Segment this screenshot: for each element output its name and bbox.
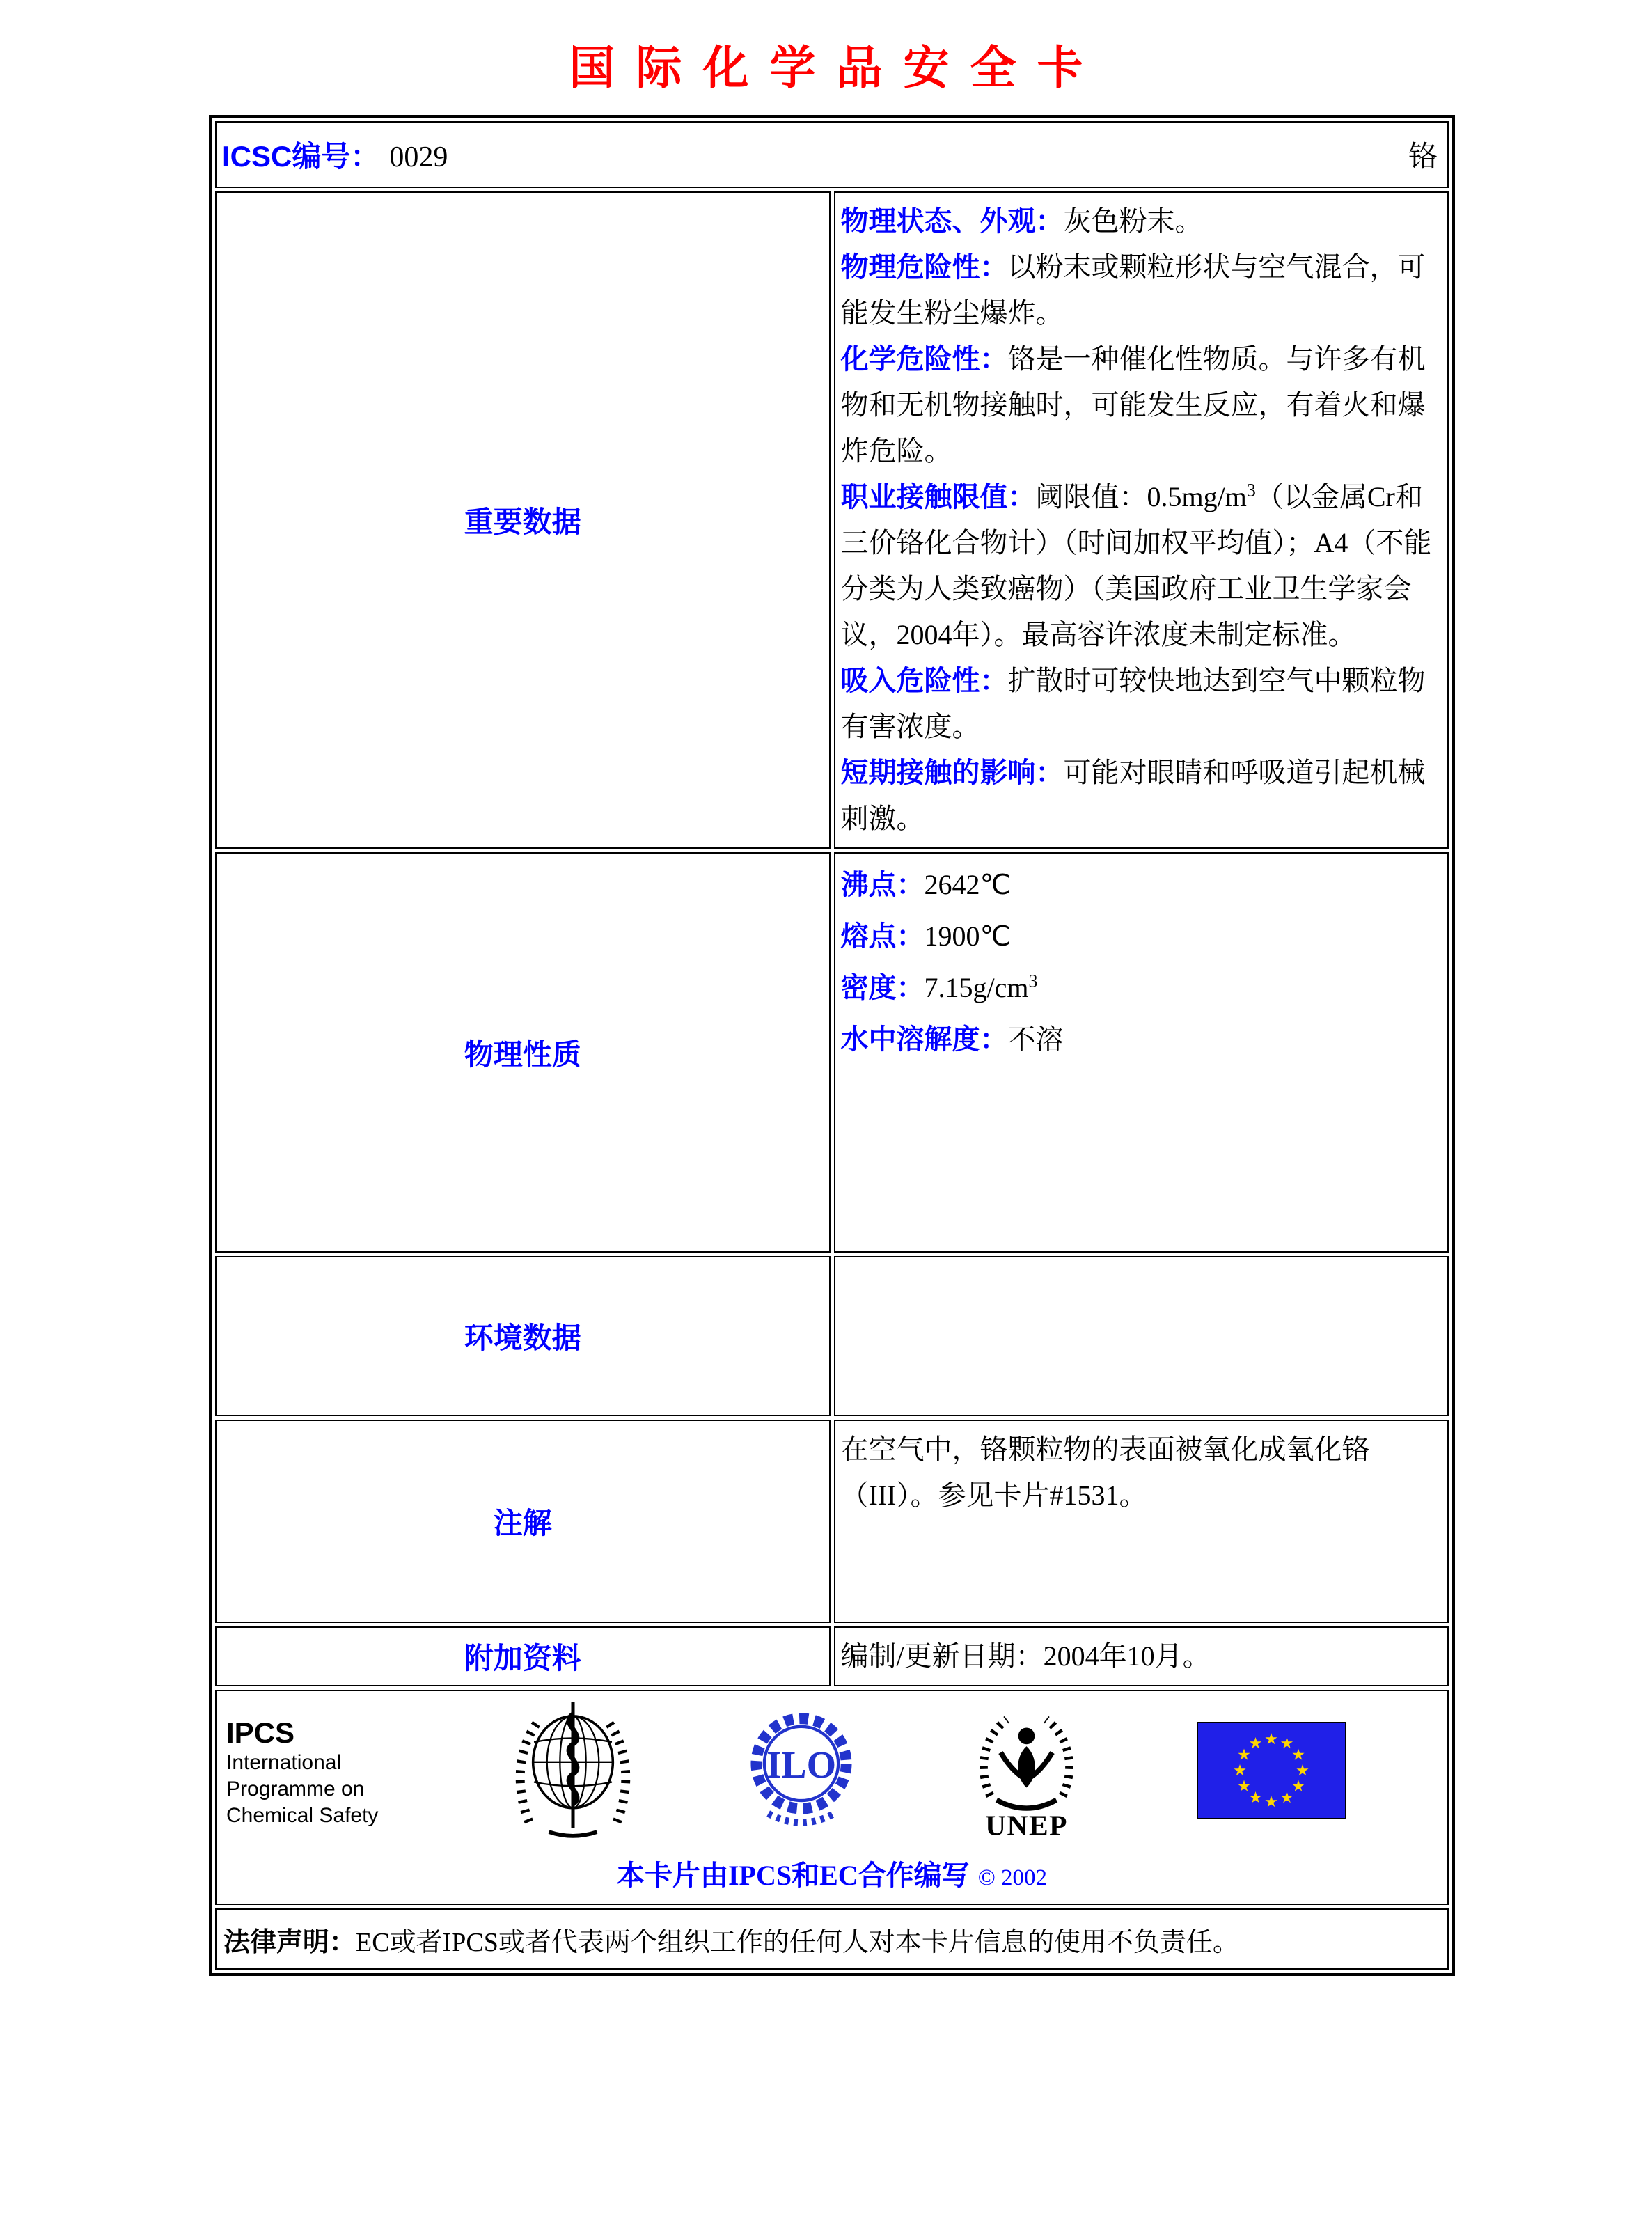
notes-row (215, 1420, 1449, 1623)
field-label: 物理危险性： (840, 252, 1008, 283)
field-text: 可能对眼睛和呼吸道引起机械刺激。 (840, 757, 1426, 834)
field-text: 扩散时可较快地达到空气中颗粒物有害浓度。 (840, 665, 1426, 742)
important-item-short-term-effects (841, 750, 1437, 842)
field-value: 不溶 (1007, 1023, 1064, 1055)
icsc-number-label: ICSC编号： (222, 140, 380, 173)
ilo-logo-icon (746, 1705, 856, 1839)
physical-item-water-solubility (841, 1014, 1437, 1065)
field-text: 灰色粉末。 (1063, 205, 1203, 237)
section-label-additional: 附加资料 (215, 1626, 831, 1686)
field-text: （以金属Cr和三价铬化合物计）（时间加权平均值）；A4（不能分类为人类致癌物）（美国政府工业卫生学家会议，2004年）。最高容许浓度未制定标准。 (840, 481, 1432, 650)
who-logo-icon (513, 1698, 633, 1846)
page-title: 国际化学品安全卡 (569, 43, 1104, 94)
notes-content (834, 1420, 1449, 1623)
physical-properties-row (215, 852, 1449, 1253)
field-label: 熔点： (840, 921, 925, 952)
logos-cell (215, 1690, 1449, 1905)
header-cell (215, 121, 1449, 188)
physical-properties-content (834, 852, 1449, 1253)
ipcs-line-1: International (226, 1750, 342, 1774)
header-row (215, 121, 1449, 188)
field-value: 1900℃ (924, 920, 1012, 952)
field-label: 沸点： (840, 870, 925, 900)
field-label: 物理状态、外观： (840, 206, 1064, 237)
ipcs-line-2: Programme on (226, 1777, 365, 1801)
physical-item-boiling-point (841, 859, 1437, 911)
important-item-chemical-hazard (841, 336, 1437, 474)
eu-flag-icon (1197, 1722, 1346, 1823)
field-label: 水中溶解度： (840, 1024, 1008, 1055)
ipcs-text-block (226, 1716, 400, 1829)
section-label-environment: 环境数据 (215, 1256, 831, 1416)
ipcs-acronym: IPCS (226, 1716, 295, 1749)
logos-row (215, 1690, 1449, 1905)
cooperation-line (217, 1853, 1447, 1893)
field-text: 铬是一种催化性物质。与许多有机物和无机物接触时，可能发生反应，有着火和爆炸危险。 (840, 343, 1426, 466)
section-label-physical: 物理性质 (215, 852, 831, 1253)
field-value: 7.15g/cm (924, 972, 1029, 1003)
important-data-row (215, 191, 1449, 849)
field-label: 职业接触限值： (840, 482, 1036, 512)
unep-logo-icon (969, 1701, 1084, 1844)
important-item-inhalation-risk (841, 658, 1437, 750)
important-item-appearance (841, 198, 1437, 244)
chemical-name: 铬 (1408, 141, 1438, 173)
additional-info-content (834, 1626, 1449, 1686)
legal-row (215, 1908, 1449, 1970)
cooperation-text: 本卡片由IPCS和EC合作编写 (616, 1860, 970, 1891)
icsc-number-group (222, 134, 448, 175)
section-label-important: 重要数据 (215, 191, 831, 849)
environmental-data-row (215, 1256, 1449, 1416)
section-label-notes: 注解 (215, 1420, 831, 1623)
notes-text: 在空气中，铬颗粒物的表面被氧化成氧化铬（III）。参见卡片#1531。 (840, 1434, 1370, 1511)
field-value: 2642℃ (924, 869, 1012, 900)
field-text: 以粉末或颗粒形状与空气混合，可能发生粉尘爆炸。 (840, 251, 1426, 329)
physical-item-melting-point (841, 911, 1437, 962)
important-item-physical-hazard (841, 244, 1437, 336)
ilo-label: ILO (766, 1743, 836, 1787)
superscript: 3 (1028, 971, 1038, 991)
legal-text: EC或者IPCS或者代表两个组织工作的任何人对本卡片信息的使用不负责任。 (356, 1927, 1239, 1957)
copyright-text: © 2002 (977, 1865, 1048, 1890)
ipcs-line-3: Chemical Safety (226, 1803, 379, 1827)
unep-label: UNEP (984, 1809, 1068, 1840)
icsc-card-table (209, 115, 1455, 1976)
environmental-data-content (834, 1256, 1449, 1416)
field-text: 阈限值：0.5mg/m (1035, 481, 1247, 512)
important-data-content (834, 191, 1449, 849)
additional-info-text: 编制/更新日期：2004年10月。 (840, 1640, 1211, 1672)
icsc-number-value: 0029 (389, 141, 448, 173)
field-label: 短期接触的影响： (840, 758, 1064, 788)
additional-info-row (215, 1626, 1449, 1686)
physical-item-density (841, 962, 1437, 1014)
legal-label: 法律声明： (223, 1927, 356, 1957)
field-label: 密度： (840, 973, 925, 1003)
legal-cell (215, 1908, 1449, 1970)
field-label: 化学危险性： (840, 344, 1008, 375)
important-item-occupational-limits (841, 474, 1437, 658)
field-label: 吸入危险性： (840, 666, 1008, 696)
superscript: 3 (1246, 480, 1256, 501)
